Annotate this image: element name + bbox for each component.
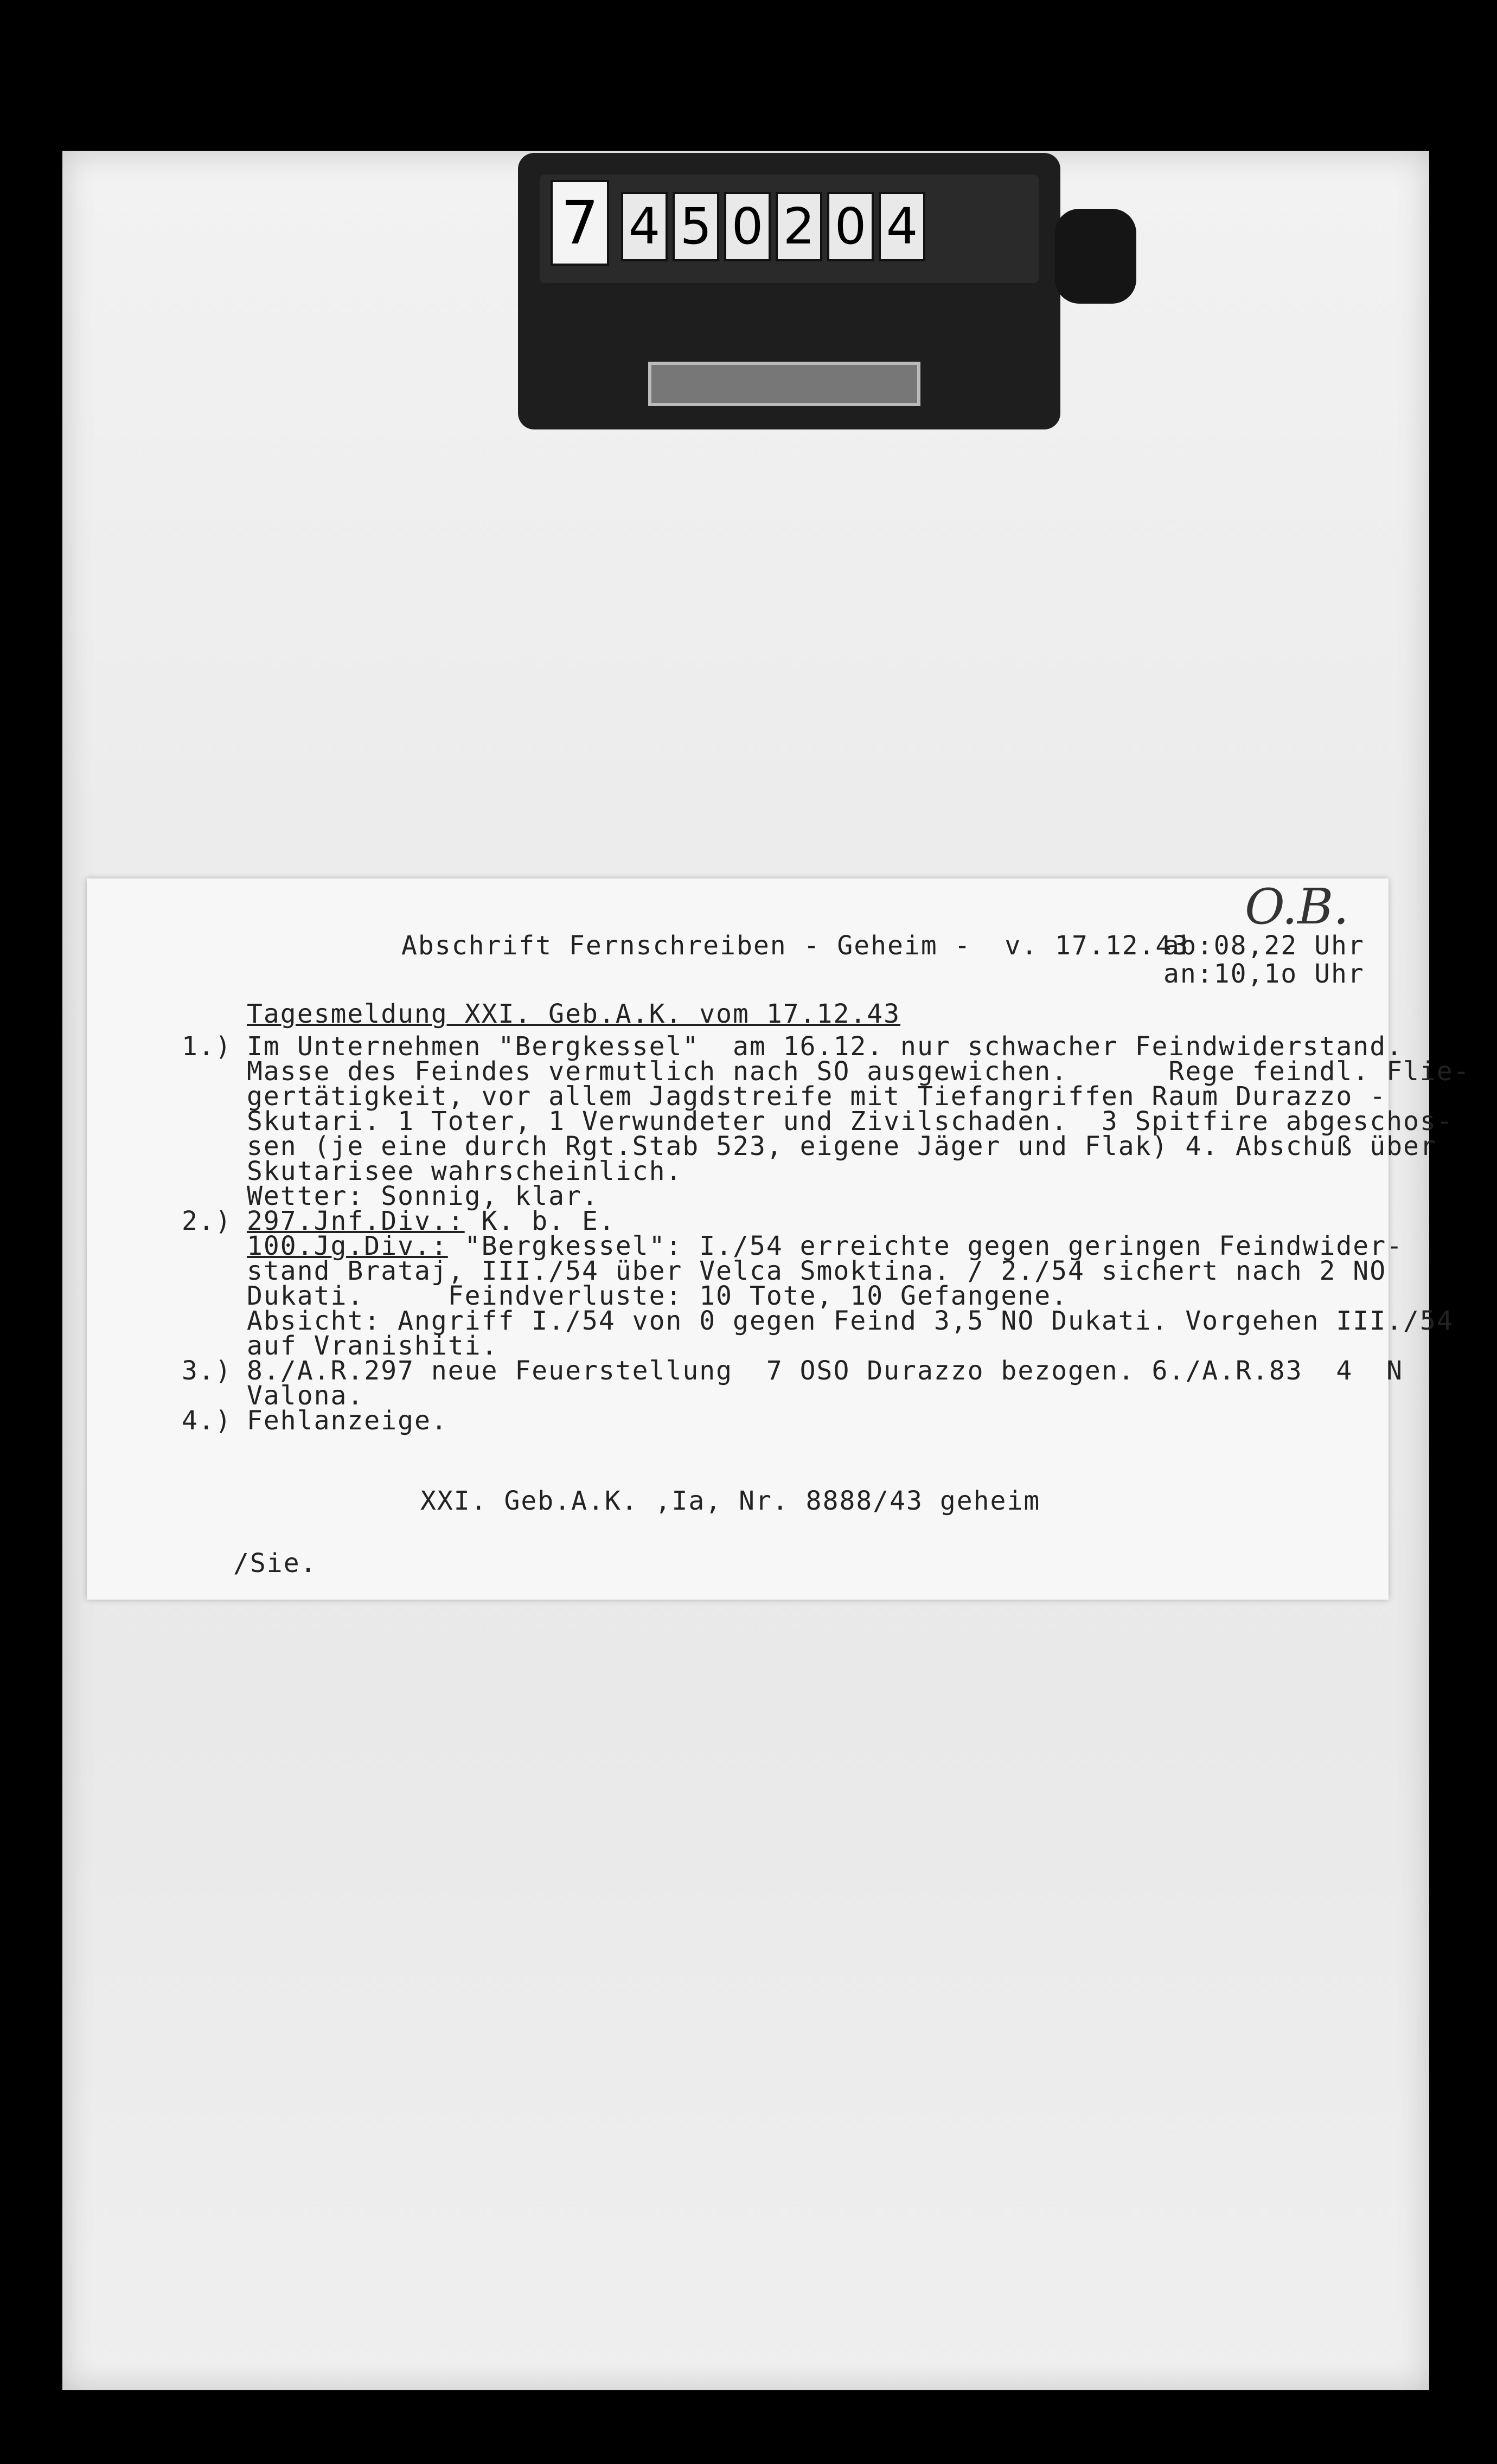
item-4-line: Fehlanzeige. xyxy=(247,1406,448,1436)
handwritten-initials: O.B. xyxy=(1245,878,1349,935)
frame-counter xyxy=(518,153,1060,429)
item-2-line: Absicht: Angriff I./54 von 0 gegen Feind 3,5 NO Dukati. Vorgehen III./54 xyxy=(247,1306,1454,1336)
item-3-number: 3.) xyxy=(182,1356,232,1386)
counter-plate xyxy=(648,362,920,406)
counter-digit: 4 xyxy=(621,192,668,261)
item-2-line: Dukati. Feindverluste: 10 Tote, 10 Gefangene. xyxy=(247,1281,1069,1311)
item-1-line: sen (je eine durch Rgt.Stab 523, eigene Jäger und Flak) 4. Abschuß über xyxy=(247,1131,1437,1162)
item-2-line: stand Brataj, III./54 über Velca Smoktina. / 2./54 sichert nach 2 NO xyxy=(247,1256,1387,1286)
item-1-line: Skutari. 1 Toter, 1 Verwundeter und Zivilschaden. 3 Spitfire abgeschos- xyxy=(247,1106,1454,1137)
footer-signature: /Sie. xyxy=(233,1548,317,1579)
division-100-label: 100.Jg.Div.: xyxy=(247,1231,448,1261)
counter-digit: 2 xyxy=(776,192,822,261)
item-1-weather: Wetter: Sonnig, klar. xyxy=(247,1181,599,1211)
header-an-time: an:10,1o Uhr xyxy=(1163,959,1365,989)
counter-face xyxy=(540,175,1039,283)
item-1-number: 1.) xyxy=(182,1031,232,1062)
counter-digit: 0 xyxy=(827,192,874,261)
item-2-number: 2.) xyxy=(182,1206,232,1236)
counter-digit: 5 xyxy=(673,192,719,261)
item-3-line: Valona. xyxy=(247,1381,364,1411)
teletype-slip xyxy=(87,878,1470,1600)
division-297-text: K. b. E. xyxy=(464,1206,616,1236)
division-297-label: 297.Jnf.Div.: xyxy=(247,1206,465,1236)
item-1-line: Skutarisee wahrscheinlich. xyxy=(247,1156,683,1186)
division-100-text: "Bergkessel": I./54 erreichte gegen geringen Feindwider- xyxy=(447,1231,1403,1261)
item-3-line: 8./A.R.297 neue Feuerstellung 7 OSO Durazzo bezogen. 6./A.R.83 4 N xyxy=(247,1356,1403,1386)
item-1-line: gertätigkeit, vor allem Jagdstreife mit Tiefangriffen Raum Durazzo - xyxy=(247,1081,1387,1112)
item-2-line: auf Vranishiti. xyxy=(247,1331,498,1361)
header-title: Abschrift Fernschreiben - Geheim - v. 17.12.43 xyxy=(401,931,1189,961)
counter-knob xyxy=(1055,209,1136,304)
counter-digit: 7 xyxy=(551,180,609,266)
item-1-line: Im Unternehmen "Bergkessel" am 16.12. nur schwacher Feindwiderstand. xyxy=(247,1031,1403,1062)
counter-digit: 0 xyxy=(724,192,771,261)
item-1-line: Masse des Feindes vermutlich nach SO ausgewichen. Rege feindl. Flie- xyxy=(247,1056,1470,1087)
header-ab-time: ab:08,22 Uhr xyxy=(1163,931,1365,961)
counter-digit: 4 xyxy=(879,192,925,261)
subject-line: Tagesmeldung XXI. Geb.A.K. vom 17.12.43 xyxy=(247,999,901,1029)
footer-reference: XXI. Geb.A.K. ,Ia, Nr. 8888/43 geheim xyxy=(420,1486,1041,1516)
item-4-number: 4.) xyxy=(182,1406,232,1436)
